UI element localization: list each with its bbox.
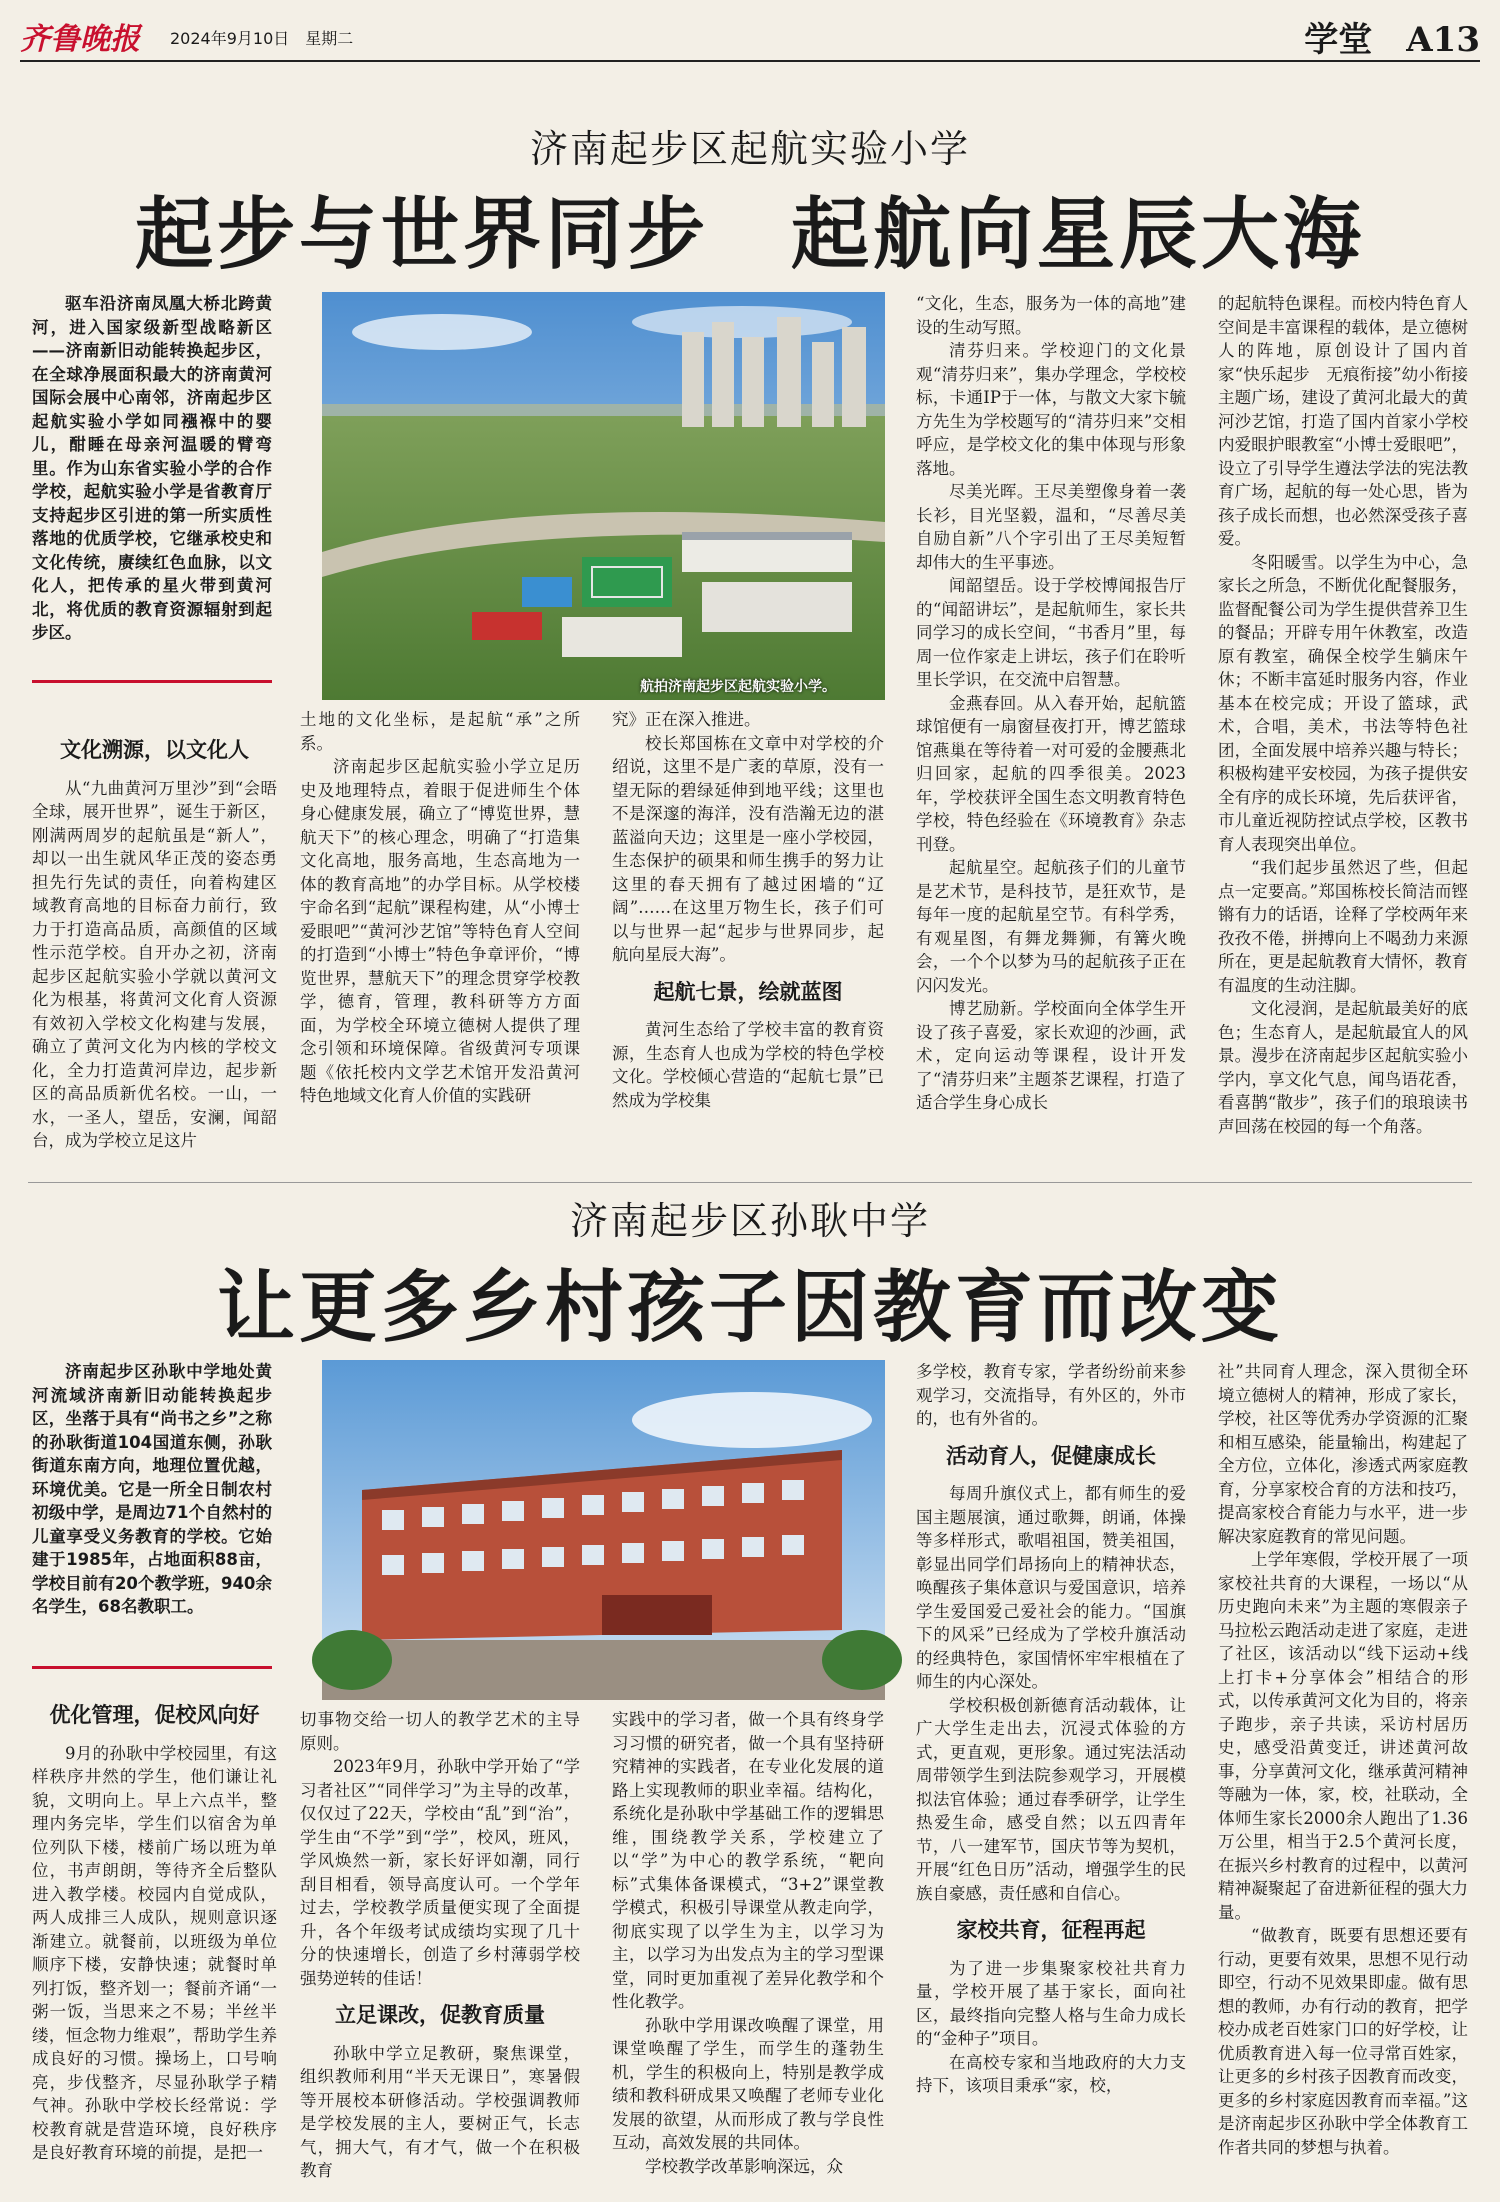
article2-col2-cont: 切事物交给一切人的教学艺术的主导原则。 (300, 1710, 580, 1753)
article1-col4-p1: 清芬归来。学校迎门的文化景观“清芬归来”，集办学理念，学校校标，卡通IP于一体，与散文大家卞毓方先生为学校题写的“清芬归来”交相呼应，是学校文化的集中体现与形象落地。 (916, 341, 1186, 478)
article2-col5-p2: “做教育，既要有思想还要有行动，更要有效果，思想不见行动即空，行动不见效果即虚。做有思想的教师，办有行动的教育，把学校办成老百姓家门口的好学校，让优质教育进入每一位寻常百姓家，让更多的乡村孩子因教育而改变，更多的乡村家庭因教育而幸福。”这是济南起步区孙耿中学全体教育工作者共同的梦想与执着。 (1218, 1926, 1468, 2157)
article2-subhead-3: 活动育人，促健康成长 (946, 1443, 1156, 1468)
article2-col3-text: 孙耿中学用课改唤醒了课堂，用课堂唤醒了学生，而学生的蓬勃生机，学生的积极向上，特别是教学成绩和教科研成果又唤醒了老师专业化发展的欲望，从而形成了教与学良性互动，高效发展的共同体。 (612, 2015, 884, 2152)
article2-photo (322, 1360, 885, 1700)
section-page-label: 学堂 A13 (1304, 20, 1480, 60)
article1-col3-cont: 究》正在深入推进。 (612, 710, 761, 729)
newspaper-logo: 齐鲁晚报 (20, 22, 140, 57)
article2-col4-p2: 学校积极创新德育活动载体，让广大学生走出去，沉浸式体验的方式，更直观，更形象。通过宪法活动周带领学生到法院参观学习，开展模拟法官体验；通过春季研学，让学生热爱生命，感受自然；以五四青年节，八一建军节，国庆节等为契机，开展“红色日历”活动，增强学生的民族自豪感，责任感和自信心。 (916, 1695, 1186, 1903)
article2-col3-cont: 实践中的学习者，做一个具有终身学习习惯的研究者，做一个具有坚持研究精神的实践者，在专业化发展的道路上实现教师的职业幸福。结构化，系统化是孙耿中学基础工作的逻辑思维，围绕教学关系，学校建立了以“学”为中心的教学系统，“靶向标”式集体备课模式，“3+2”课堂教学模式，积极引导课堂从教走向学，彻底实现了以学生为主，以学习为主，以学习为出发点为主的学习型课堂，同时更加重视了差异化教学和个性化教学。 (612, 1710, 884, 2011)
aerial-school-photo (322, 292, 885, 700)
article1-col4-p2: 尽美光晖。王尽美塑像身着一袭长衫，目光坚毅，温和，“尽善尽美 自励自新”八个字引出了王尽美短暂却伟大的生平事迹。 (916, 482, 1203, 572)
article1-col3-text-2: 黄河生态给了学校丰富的教育资源，生态育人也成为学校的特色学校文化。学校倾心营造的“起航七景”已然成为学校集 (612, 1020, 884, 1110)
article2-col4-p3: 为了进一步集聚家校社共育力量，学校开展了基于家长，面向社区，最终指向完整人格与生命力成长的“金种子”项目。 (916, 1958, 1186, 2048)
article2-col2-text: 2023年9月，孙耿中学开始了“学习者社区”“同伴学习”为主导的改革，仅仅过了22天，学校由“乱”到“治”，学生由“不学”到“学”，校风，班风，学风焕然一新，家长好评如潮，同行刮目相看，领导高度认可。一个学年过去，学校教学质量便实现了全面提升，各个年级考试成绩均实现了几十分的快速增长，创造了乡村薄弱学校强势逆转的佳话！ (300, 1757, 580, 1988)
article1-headline: 起步与世界同步 起航向星辰大海 (134, 189, 1365, 280)
article2-subhead-1: 优化管理，促校风向好 (49, 1703, 260, 1727)
article1-subhead-1: 文化溯源，以文化人 (60, 738, 249, 762)
masthead (20, 10, 1480, 62)
article2-lead (32, 1360, 272, 1656)
article1-column-1 (32, 725, 277, 1175)
article2-column-1 (32, 1690, 277, 2190)
article2-headline: 让更多乡村孩子因教育而改变 (216, 1262, 1283, 1353)
school-building-photo (322, 1360, 885, 1700)
article2-subhead-4: 家校共育，征程再起 (956, 1918, 1146, 1942)
issue-date: 2024年9月10日 星期二 (170, 29, 354, 48)
article1-photo-caption: 航拍济南起步区起航实验小学。 (640, 679, 836, 695)
article2-col4-cont: 多学校，教育专家，学者纷纷前来参观学习，交流指导，有外区的，外市的，也有外省的。 (916, 1362, 1186, 1428)
article1-col4-p5: 起航星空。起航孩子们的儿童节是艺术节，是科技节，是狂欢节，是每年一度的起航星空节。有科学秀，有观星图，有舞龙舞狮，有篝火晚会，一个个以梦为马的起航孩子正在闪闪发光。 (916, 858, 1186, 995)
article1-column-4 (916, 292, 1203, 1174)
article2-col4-p4: 在高校专家和当地政府的大力支持下，该项目秉承“家，校， (916, 2052, 1186, 2095)
article2-col2-text-2: 孙耿中学立足教研，聚焦课堂，组织教师利用“半天无课日”，寒暑假等开展校本研修活动。学校强调教师是学校发展的主人，要树正气，长志气，拥大气，有才气，做一个在积极教育 (300, 2043, 580, 2180)
article1-column-2 (300, 708, 580, 1174)
article1-col5-p2: “我们起步虽然迟了些，但起点一定要高。”郑国栋校长简洁而铿锵有力的话语，诠释了学校两年来孜孜不倦，拼搏向上不喝劲力来源所在，更是起航教育大情怀，教育有温度的生动注脚。 (1218, 858, 1468, 995)
article1-col3-text: 校长郑国栋在文章中对学校的介绍说，这里不是广袤的草原，没有一望无际的碧绿延伸到地平线；这里也不是深邃的海洋，没有浩瀚无边的湛蓝溢向天边；这里是一座小学校园，生态保护的硕果和师生携手的努力让这里的春天拥有了越过困墙的“辽阔”……在这里万物生长，孩子们可以与世界一起“起步与世界同步，起航向星辰大海”。 (612, 733, 884, 964)
article1-lead-text: 驱车沿济南凤凰大桥北跨黄河，进入国家级新型战略新区——济南新旧动能转换起步区，在全球净展面积最大的济南黄河国际会展中心南邻，济南起步区起航实验小学如同襁褓中的婴儿，酣睡在母亲河温暖的臂弯里。作为山东省实验小学的合作学校，起航实验小学是省教育厅支持起步区引进的第一所实质性落地的优质学校，它继承校史和文化传统，赓续红色血脉，以文化人，把传承的星火带到黄河北，将优质的教育资源辐射到起步区。 (32, 294, 272, 642)
article1-col2-cont: 土地的文化坐标，是起航“承”之所系。 (300, 710, 580, 753)
article1-col5-p1: 冬阳暖雪。以学生为中心，急家长之所急，不断优化配餐服务，监督配餐公司为学生提供营养卫生的餐品；开辟专用午休教室，改造原有教室，确保全校学生躺床午休；不断丰富延时服务内容，作业基本在校完成；开设了篮球，武术，合唱，美术，书法等特色社团，全面发展中培养兴趣与特长；积极构建平安校园，为孩子提供安全有序的成长环境，先后获评省，市儿童近视防控试点学校，区教书育人表现突出单位。 (1218, 552, 1468, 854)
article2-col1-text: 9月的孙耿中学校园里，有这样秩序井然的学生，他们谦让礼貌，文明向上。早上六点半，整理内务完毕，学生们以宿舍为单位列队下楼，楼前广场以班为单位，书声朗朗，等待齐全后整队进入教学楼。校园内自觉成队，两人成排三人成队，规则意识逐渐建立。就餐前，以班级为单位顺序下楼，安静快速；就餐时单列打饭，整齐划一；餐前齐诵“一粥一饭，当思来之不易；半丝半缕，恒念物力维艰”，帮助学生养成良好的习惯。操场上，口号响亮，步伐整齐，尽显孙耿学子精气神。孙耿中学校长经常说：学校教育就是营造环境，良好秩序是良好教育环境的前提，是把一 (32, 1743, 277, 2162)
article1-lead (32, 292, 272, 674)
article1-col4-cont: “文化，生态，服务为一体的高地”建设的生动写照。 (916, 294, 1186, 337)
article2-column-2 (300, 1708, 580, 2192)
article2-kicker: 济南起步区孙耿中学 (569, 1199, 930, 1243)
article2-subhead-2: 立足课改，促教育质量 (335, 2003, 545, 2027)
article1-col1-text: 从“九曲黄河万里沙”到“会晤全球，展开世界”，诞生于新区，刚满两周岁的起航虽是“新人”，却以一出生就风华正茂的姿态勇担先行先试的责任，向着构建区域教育高地的目标奋力前行，致力于打造高品质，高颜值的区域性示范学校。自开办之初，济南起步区起航实验小学就以黄河文化为根基，将黄河文化育人资源有效初入学校文化构建与发展，确立了黄河文化为内核的学校文化，全力打造黄河岸边，起步新区的高品质新优名校。一山，一水，一圣人，望岳，安澜，闻韶台，成为学校立足这片 (32, 778, 277, 1150)
article1-col5-cont: 的起航特色课程。而校内特色育人空间是丰富课程的载体，是立德树人的阵地，原创设计了国内首家“快乐起步 无痕衔接”幼小衔接主题广场，建设了黄河北最大的黄河沙艺馆，打造了国内首家小学校内爱眼护眼教室“小博士爱眼吧”，设立了引导学生遵法学法的宪法教育广场，起航的每一处心思，皆为孩子成长而想，也必然深受孩子喜爱。 (1218, 294, 1468, 548)
article2-column-5 (1218, 1360, 1468, 2192)
article1-col4-p4: 金燕春回。从入春开始，起航篮球馆便有一扇窗昼夜打开，博艺篮球馆燕巢在等待着一对可爱的金腰燕北归回家，起航的四季很美。2023年，学校获评全国生态文明教育特色学校，特色经验在《环境教育》杂志刊登。 (916, 693, 1186, 854)
article-divider (28, 1182, 1472, 1183)
article2-column-3 (612, 1708, 884, 2192)
article1-kicker: 济南起步区起航实验小学 (529, 127, 970, 171)
article2-col5-cont: 社”共同育人理念，深入贯彻全环境立德树人的精神，形成了家长，学校，社区等优秀办学资源的汇聚和相互感染，能量输出，构建起了全方位，立体化，渗透式两家庭教育，分享家校合育的方法和技巧，提高家校合育能力与水平，进一步解决家庭教育的常见问题。 (1218, 1362, 1468, 1546)
article2-lead-text: 济南起步区孙耿中学地处黄河流域济南新旧动能转换起步区，坐落于具有“尚书之乡”之称的孙耿街道104国道东侧，孙耿街道东南方向，地理位置优越，环境优美。它是一所全日制农村初级中学，是周边71个自然村的儿童享受义务教育的学校。它始建于1985年，占地面积88亩，学校目前有20个教学班，940余名学生，68名教职工。 (32, 1362, 272, 1616)
article1-subhead-2: 起航七景，绘就蓝图 (653, 979, 843, 1004)
article2-col3-text-2: 学校教学改革影响深远，众 (645, 2156, 843, 2176)
article2-lead-rule (32, 1666, 272, 1669)
article1-col4-p3: 闻韶望岳。设于学校博闻报告厅的“闻韶讲坛”，是起航师生，家长共同学习的成长空间，“书香月”里，每周一位作家走上讲坛，孩子们在聆听里长学识，在交流中启智慧。 (916, 576, 1186, 689)
article2-column-4 (916, 1360, 1186, 2192)
article1-lead-rule (32, 680, 272, 683)
article1-col2-text: 济南起步区起航实验小学立足历史及地理特点，着眼于促进师生个体身心健康发展，确立了“博览世界，慧航天下”的核心理念，明确了“打造集文化高地，服务高地，生态高地为一体的教育高地”的办学目标。从学校楼宇命名到“起航”课程构建，从“小博士爱眼吧”“黄河沙艺馆”等特色育人空间的打造到“小博士”特色争章评价，“博览世界，慧航天下”的理念贯穿学校教学，德育，管理，教科研等方方面面，为学校全环境立德树人提供了理念引领和环境保障。省级黄河专项课题《依托校内文学艺术馆开发沿黄河特色地域文化育人价值的实践研 (300, 757, 580, 1105)
article1-col4-p6: 博艺励新。学校面向全体学生开设了孩子喜爱，家长欢迎的沙画，武术，定向运动等课程，设计开发了“清芬归来”主题茶艺课程，打造了适合学生身心成长 (916, 999, 1186, 1112)
article1-photo (322, 292, 885, 700)
article1-column-3 (612, 708, 884, 1174)
article2-col5-p1: 上学年寒假，学校开展了一项家校社共育的大课程，一场以“从历史跑向未来”为主题的寒假亲子马拉松云跑活动走进了家庭，走进了社区，该活动以“线下运动+线上打卡+分享体会”相结合的形式，以传承黄河文化为目的，将亲子跑步，亲子共读，采访村居历史，感受沿黄变迁，讲述黄河故事，分享黄河文化，继承黄河精神等融为一体，家，校，社联动，全体师生家长2000余人跑出了1.36万公里，相当于2.5个黄河长度，在振兴乡村教育的过程中，以黄河精神凝聚起了奋进新征程的强大力量。 (1218, 1550, 1468, 1922)
article2-col4-p1: 每周升旗仪式上，都有师生的爱国主题展演，通过歌舞，朗诵，体操等多样形式，歌唱祖国，赞美祖国，彰显出同学们昂扬向上的精神状态，唤醒孩子集体意识与爱国意识，培养学生爱国爱己爱社会的能力。“国旗下的风采”已经成为了学校升旗活动的经典特色，家国情怀牢牢根植在了师生的内心深处。 (916, 1484, 1186, 1691)
article1-column-5 (1218, 292, 1468, 1174)
article1-col5-p3: 文化浸润，是起航最美好的底色；生态育人，是起航最宜人的风景。漫步在济南起步区起航实验小学内，享文化气息，闻鸟语花香，看喜鹊“散步”，孩子们的琅琅读书声回荡在校园的每一个角落。 (1218, 999, 1468, 1136)
